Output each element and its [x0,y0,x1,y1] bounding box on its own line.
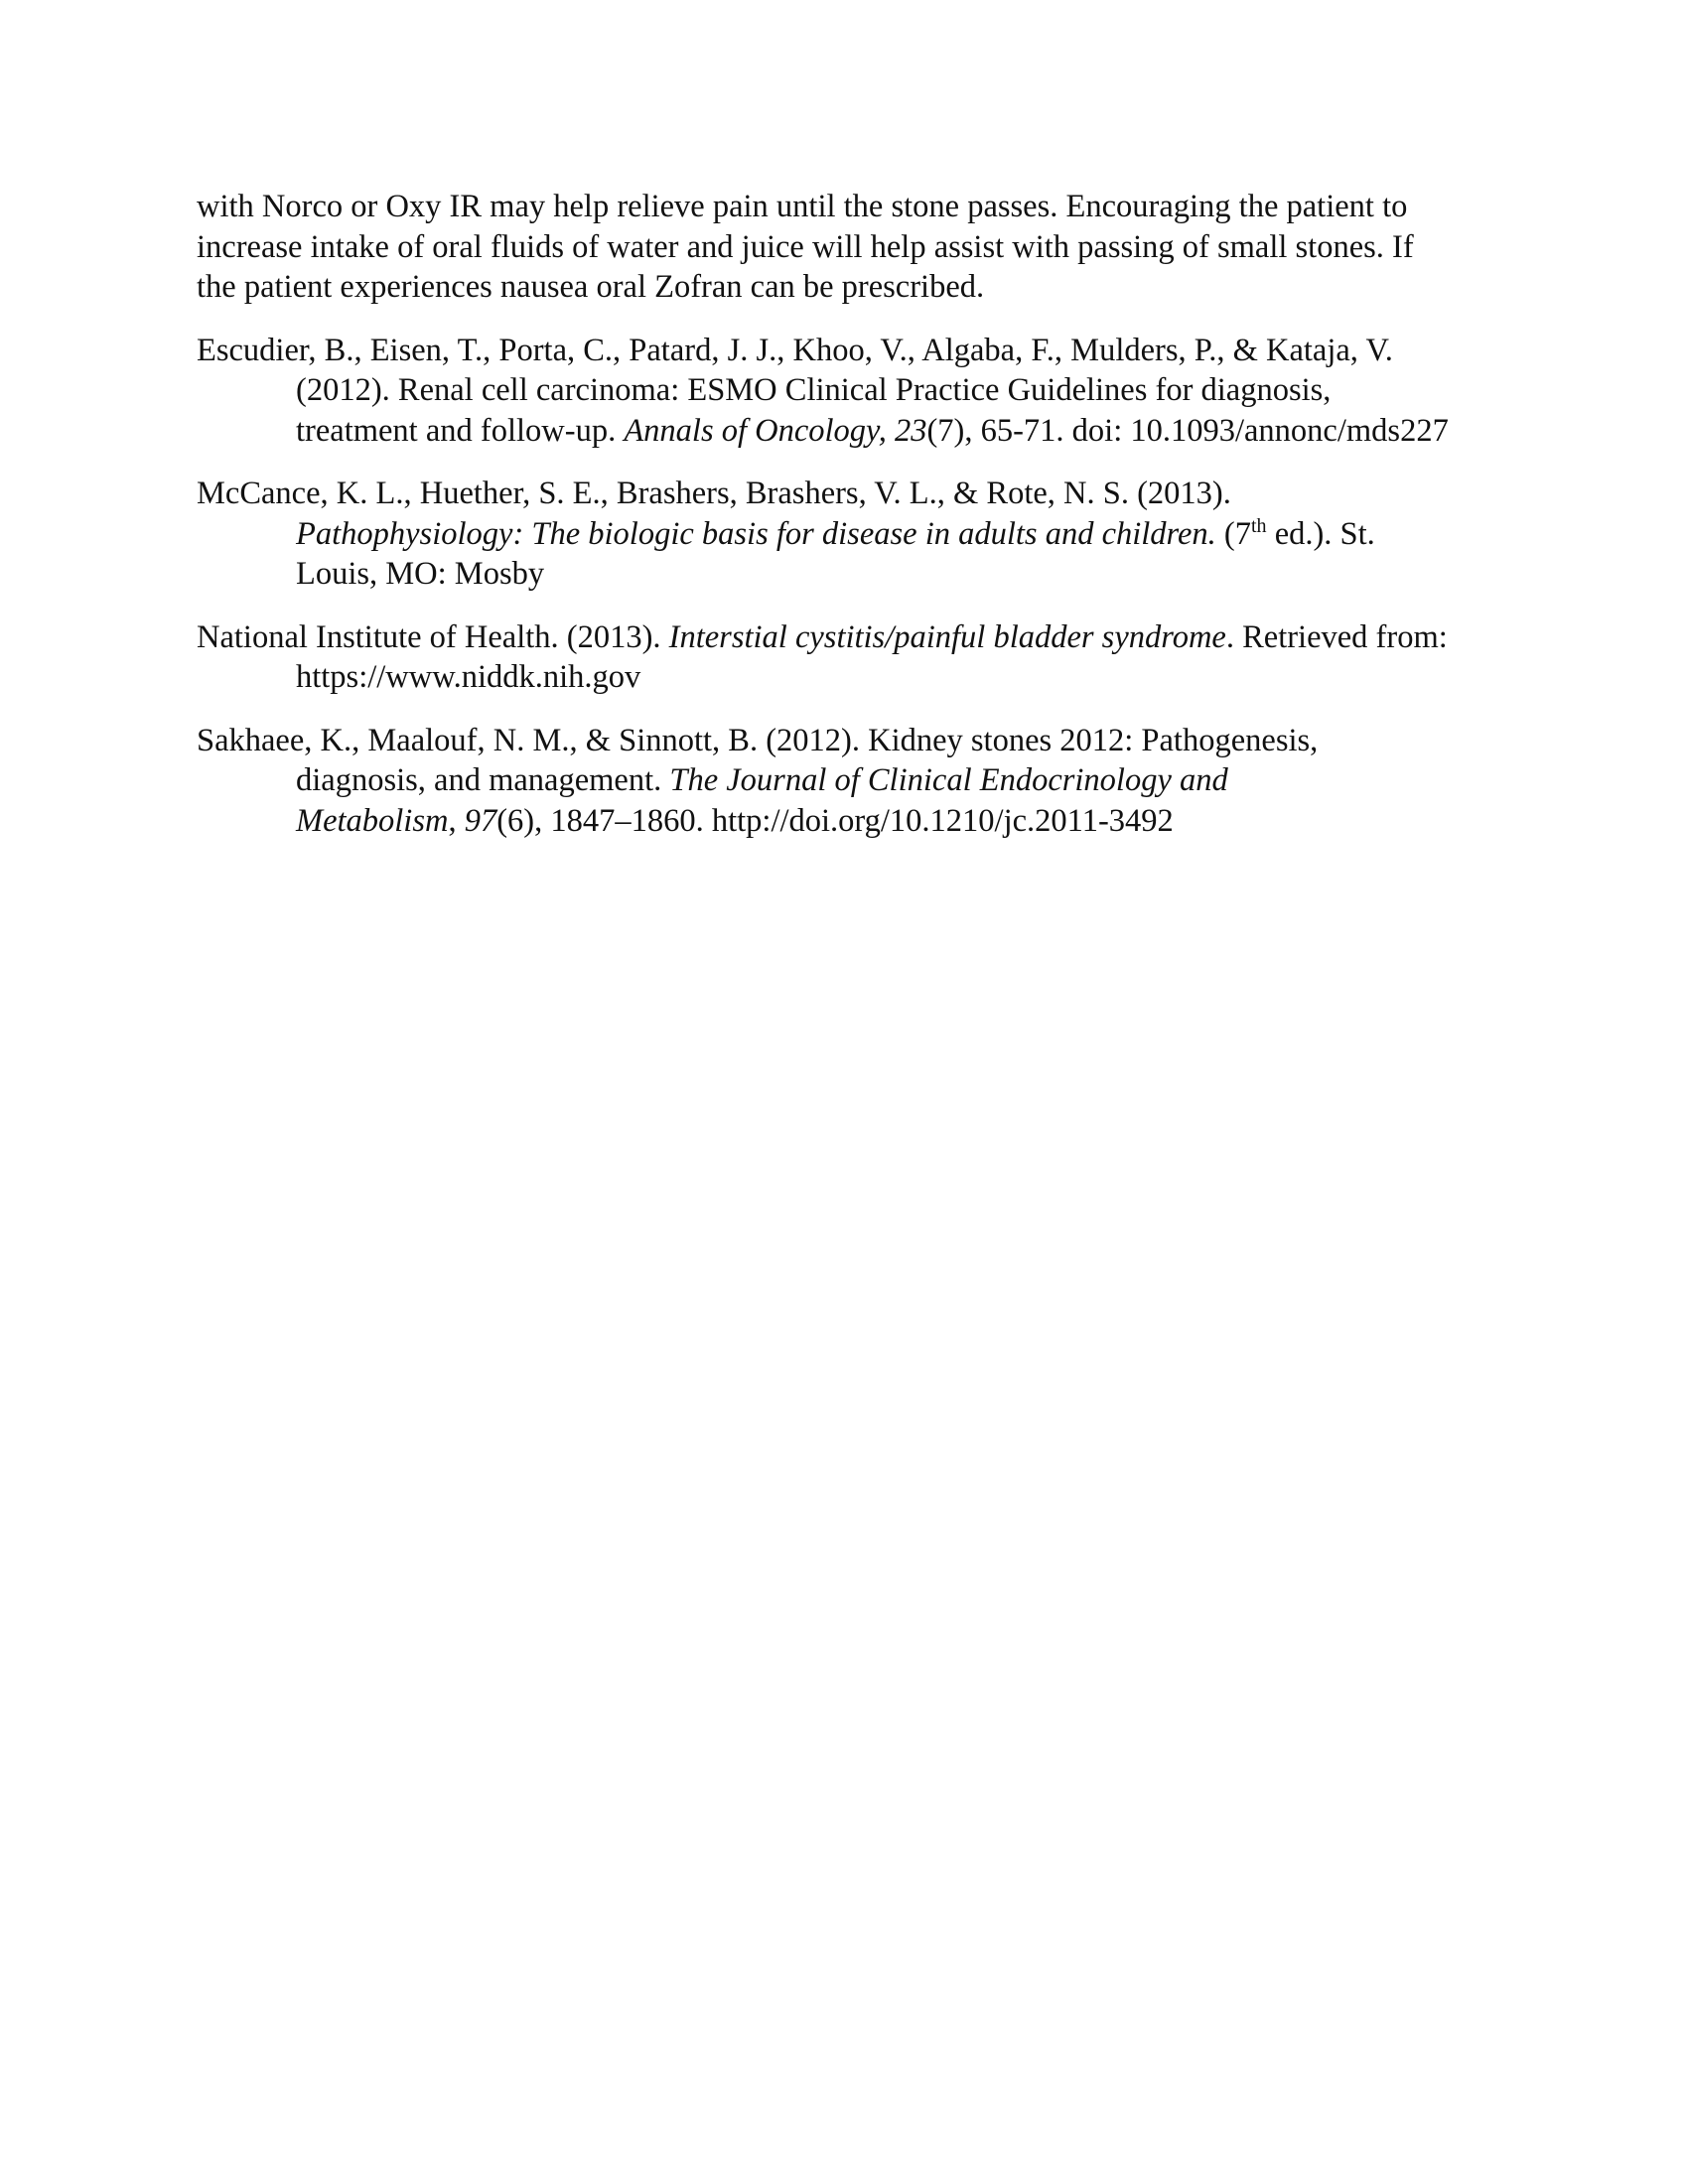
reference-line [197,370,1507,411]
reference-entry [197,721,1507,842]
italic-text: Pathophysiology: The biologic basis for disease in adults and children. [296,515,1216,552]
reference-text: Escudier, B., Eisen, T., Porta, C., Patard, J. J., Khoo, V., Algaba, F., Mulders, P., & Kataja, V. [197,332,1393,368]
reference-text: Louis, MO: Mosby [296,556,545,592]
reference-text: . Retrieved from: [1225,618,1448,655]
reference-text: Sakhaee, K., Maalouf, N. M., & Sinnott, B. (2012). Kidney stones 2012: Pathogenesis, [197,722,1319,758]
paragraph-line: increase intake of oral fluids of water and juice will help assist with passing of small stones. If [197,228,1414,265]
italic-text: Annals of Oncology, 23 [624,412,927,449]
reference-line [197,411,1507,452]
reference-text: , [448,802,465,839]
reference-text: (7), 65-71. doi: 10.1093/annonc/mds227 [926,412,1449,449]
reference-text: National Institute of Health. (2013). [197,618,669,655]
reference-line [197,617,1507,658]
reference-entry [197,331,1507,452]
paragraph-line: the patient experiences nausea oral Zofran can be prescribed. [197,269,985,305]
italic-text: The Journal of Clinical Endocrinology and [669,762,1228,798]
reference-text: (2012). Renal cell carcinoma: ESMO Clinical Practice Guidelines for diagnosis, [296,372,1332,408]
reference-line [197,554,1507,595]
reference-text: (6), 1847–1860. http://doi.org/10.1210/jc.2011-3492 [496,802,1174,839]
reference-line [197,474,1507,514]
reference-line [197,331,1507,371]
reference-line [197,657,1507,698]
reference-text: https://www.niddk.nih.gov [296,659,641,695]
reference-line [197,760,1507,801]
paragraph-line: with Norco or Oxy IR may help relieve pain until the stone passes. Encouraging the patient to [197,189,1408,224]
italic-text: Metabolism [296,802,449,839]
reference-entry [197,617,1507,698]
superscript-text: th [1251,514,1267,537]
reference-text: ed.). St. [1266,515,1375,552]
document-page [197,187,1507,864]
reference-line [197,721,1507,761]
reference-text: (7 [1215,515,1251,552]
reference-text: McCance, K. L., Huether, S. E., Brashers, Brashers, V. L., & Rote, N. S. (2013). [197,476,1231,511]
reference-line [197,801,1507,842]
reference-line [197,514,1507,555]
reference-text: diagnosis, and management. [296,762,670,798]
reference-entry [197,474,1507,595]
italic-text: Interstial cystitis/painful bladder syndrome [668,618,1226,655]
italic-text: 97 [464,802,497,839]
reference-text: treatment and follow-up. [296,412,625,449]
body-paragraph [197,187,1507,308]
reference-list [197,331,1507,842]
